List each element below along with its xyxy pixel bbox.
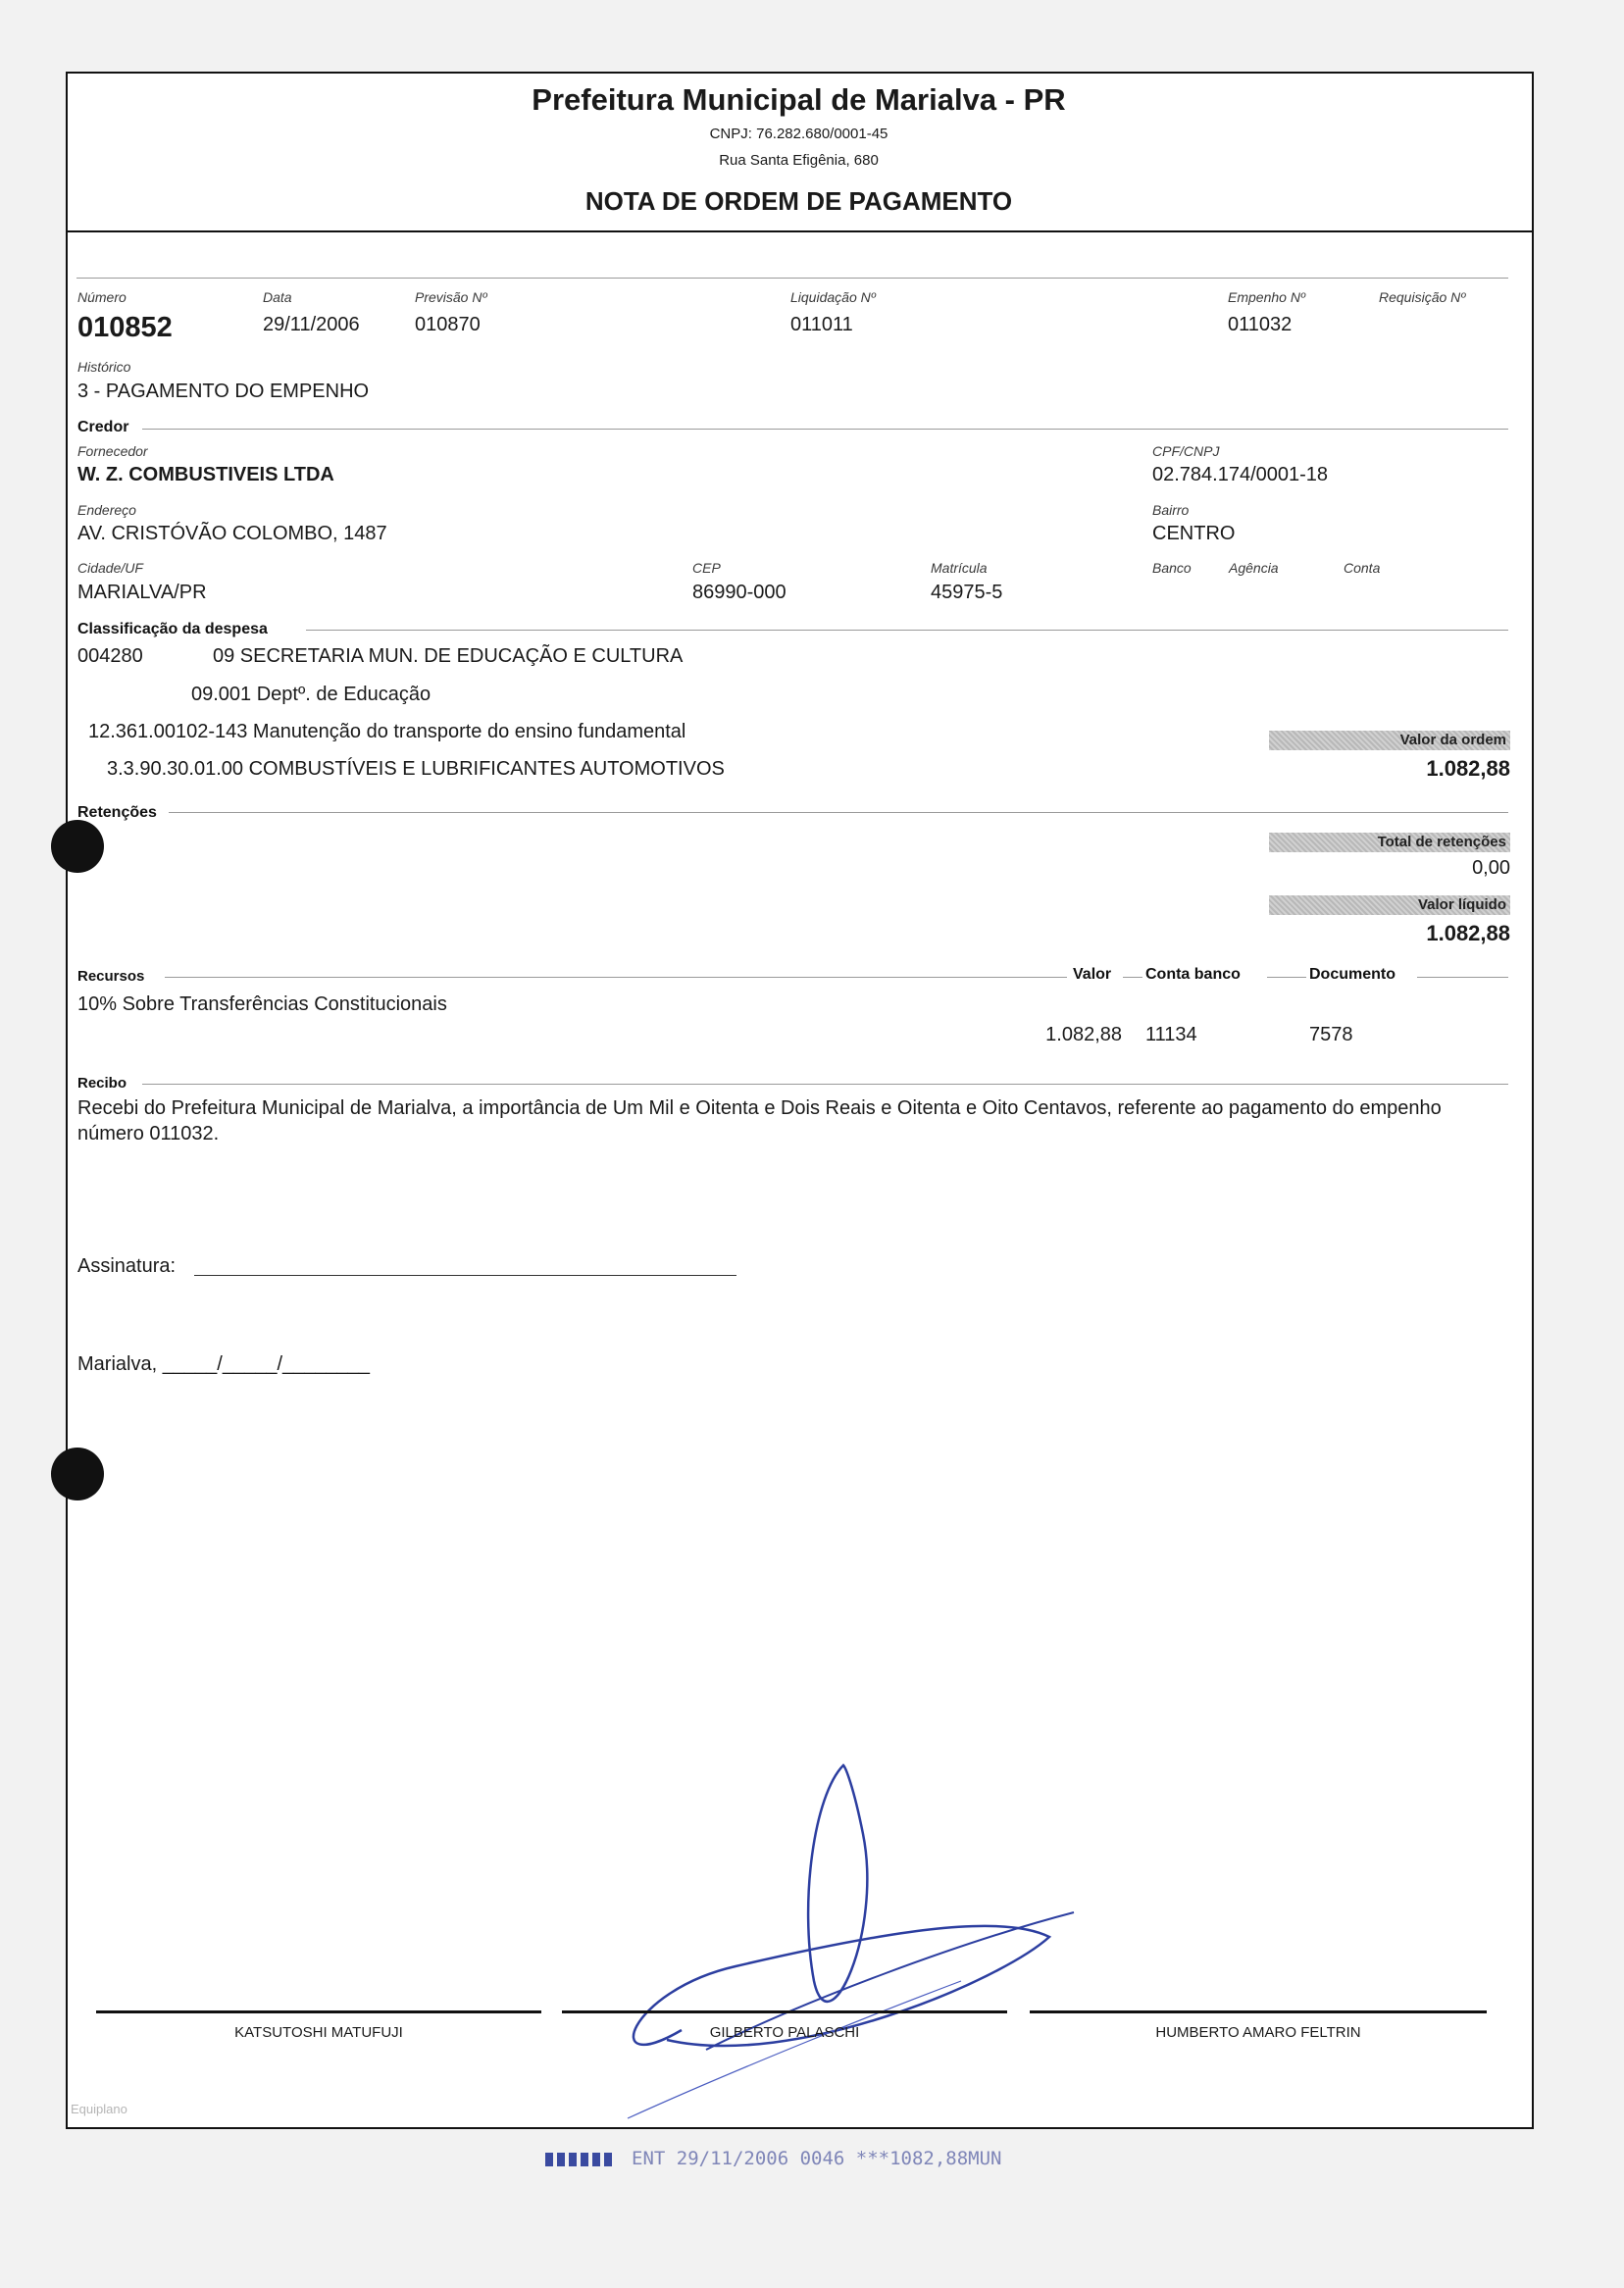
empenho-label: Empenho Nº xyxy=(1228,289,1306,305)
handwritten-signature xyxy=(588,1755,1098,2128)
recursos-descricao: 10% Sobre Transferências Constitucionais xyxy=(77,993,447,1015)
cidade-value: MARIALVA/PR xyxy=(77,582,207,603)
top-rule xyxy=(76,278,1508,279)
data-label: Data xyxy=(263,289,292,305)
header-divider xyxy=(66,230,1532,232)
cpf-label: CPF/CNPJ xyxy=(1152,443,1220,459)
total-retencoes-value: 0,00 xyxy=(1472,857,1510,879)
retencoes-rule xyxy=(169,812,1508,813)
local-data-line: Marialva, _____/_____/________ xyxy=(77,1353,371,1375)
valor-ordem-value: 1.082,88 xyxy=(1426,756,1510,781)
signature-line-2 xyxy=(562,2010,1007,2013)
total-retencoes-label: Total de retenções xyxy=(1269,833,1510,852)
document-title: NOTA DE ORDEM DE PAGAMENTO xyxy=(584,186,1013,216)
recursos-conta-label: Conta banco xyxy=(1145,966,1241,983)
bank-stamp-text: ENT 29/11/2006 0046 ***1082,88MUN xyxy=(632,2148,1002,2169)
historico-value: 3 - PAGAMENTO DO EMPENHO xyxy=(77,381,370,402)
requisicao-label: Requisição Nº xyxy=(1379,289,1466,305)
recursos-documento: 7578 xyxy=(1309,1024,1353,1045)
conta-label: Conta xyxy=(1344,560,1381,576)
departamento-text: 09.001 Deptº. de Educação xyxy=(191,684,431,705)
bairro-value: CENTRO xyxy=(1152,523,1236,544)
signatory-3: HUMBERTO AMARO FELTRIN xyxy=(1155,2024,1361,2041)
recursos-valor-label: Valor xyxy=(1073,966,1112,983)
assinatura-line xyxy=(194,1275,736,1276)
agencia-label: Agência xyxy=(1229,560,1279,576)
cep-label: CEP xyxy=(692,560,721,576)
page-title: Prefeitura Municipal de Marialva - PR xyxy=(532,82,1066,117)
secretaria-text: 09 SECRETARIA MUN. DE EDUCAÇÃO E CULTURA xyxy=(213,645,684,667)
previsao-value: 010870 xyxy=(415,314,481,335)
punch-hole-top xyxy=(51,820,104,873)
cpf-value: 02.784.174/0001-18 xyxy=(1152,464,1329,485)
recursos-valor: 1.082,88 xyxy=(1045,1024,1122,1045)
endereco-value: AV. CRISTÓVÃO COLOMBO, 1487 xyxy=(77,523,387,544)
valor-liquido-label: Valor líquido xyxy=(1269,895,1510,915)
signatory-2: GILBERTO PALASCHI xyxy=(709,2024,860,2041)
numero-label: Número xyxy=(77,289,127,305)
matricula-label: Matrícula xyxy=(931,560,988,576)
banco-label: Banco xyxy=(1152,560,1192,576)
historico-label: Histórico xyxy=(77,359,131,375)
assinatura-label: Assinatura: xyxy=(77,1255,177,1277)
bank-stamp xyxy=(545,2148,1002,2169)
classificacao-section-title: Classificação da despesa xyxy=(77,621,268,637)
fornecedor-label: Fornecedor xyxy=(77,443,148,459)
software-watermark: Equiplano xyxy=(71,2102,127,2116)
signature-line-3 xyxy=(1030,2010,1487,2013)
recursos-section-title: Recursos xyxy=(77,968,145,985)
endereco-label: Endereço xyxy=(77,502,136,518)
recursos-rule xyxy=(165,977,1067,978)
header-cnpj: CNPJ: 76.282.680/0001-45 xyxy=(709,126,888,142)
cep-value: 86990-000 xyxy=(692,582,787,603)
recursos-rule-3 xyxy=(1267,977,1306,978)
signatory-1: KATSUTOSHI MATUFUJI xyxy=(234,2024,403,2041)
recursos-conta: 11134 xyxy=(1145,1024,1197,1045)
recibo-rule xyxy=(142,1084,1508,1085)
credor-section-title: Credor xyxy=(77,419,129,435)
credor-rule xyxy=(142,429,1508,430)
recursos-rule-4 xyxy=(1417,977,1508,978)
cidade-label: Cidade/UF xyxy=(77,560,143,576)
recursos-documento-label: Documento xyxy=(1309,966,1396,983)
classificacao-code: 004280 xyxy=(77,645,143,667)
header-address: Rua Santa Efigênia, 680 xyxy=(719,152,879,169)
recibo-section-title: Recibo xyxy=(77,1075,127,1092)
valor-liquido-value: 1.082,88 xyxy=(1426,921,1510,945)
liquidacao-value: 011011 xyxy=(790,314,853,335)
numero-value: 010852 xyxy=(77,312,173,343)
data-value: 29/11/2006 xyxy=(263,314,360,335)
valor-ordem-label: Valor da ordem xyxy=(1269,731,1510,750)
signature-line-1 xyxy=(96,2010,541,2013)
recibo-text: Recebi do Prefeitura Municipal de Marialva, a importância de Um Mil e Oitenta e Dois Reais e Oitenta e Oito Centavos, referente ao pagamento do empenho número 011032. xyxy=(77,1097,1442,1144)
bank-logo-icon xyxy=(545,2153,614,2166)
fornecedor-value: W. Z. COMBUSTIVEIS LTDA xyxy=(77,464,334,485)
empenho-value: 011032 xyxy=(1228,314,1293,335)
elemento-text: 3.3.90.30.01.00 COMBUSTÍVEIS E LUBRIFICANTES AUTOMOTIVOS xyxy=(107,758,725,780)
programa-text: 12.361.00102-143 Manutenção do transporte do ensino fundamental xyxy=(88,721,686,742)
retencoes-section-title: Retenções xyxy=(77,804,157,821)
liquidacao-label: Liquidação Nº xyxy=(790,289,876,305)
recursos-rule-2 xyxy=(1123,977,1142,978)
previsao-label: Previsão Nº xyxy=(415,289,487,305)
matricula-value: 45975-5 xyxy=(931,582,1003,603)
classificacao-rule xyxy=(306,630,1508,631)
punch-hole-bottom xyxy=(51,1448,104,1500)
bairro-label: Bairro xyxy=(1152,502,1190,518)
